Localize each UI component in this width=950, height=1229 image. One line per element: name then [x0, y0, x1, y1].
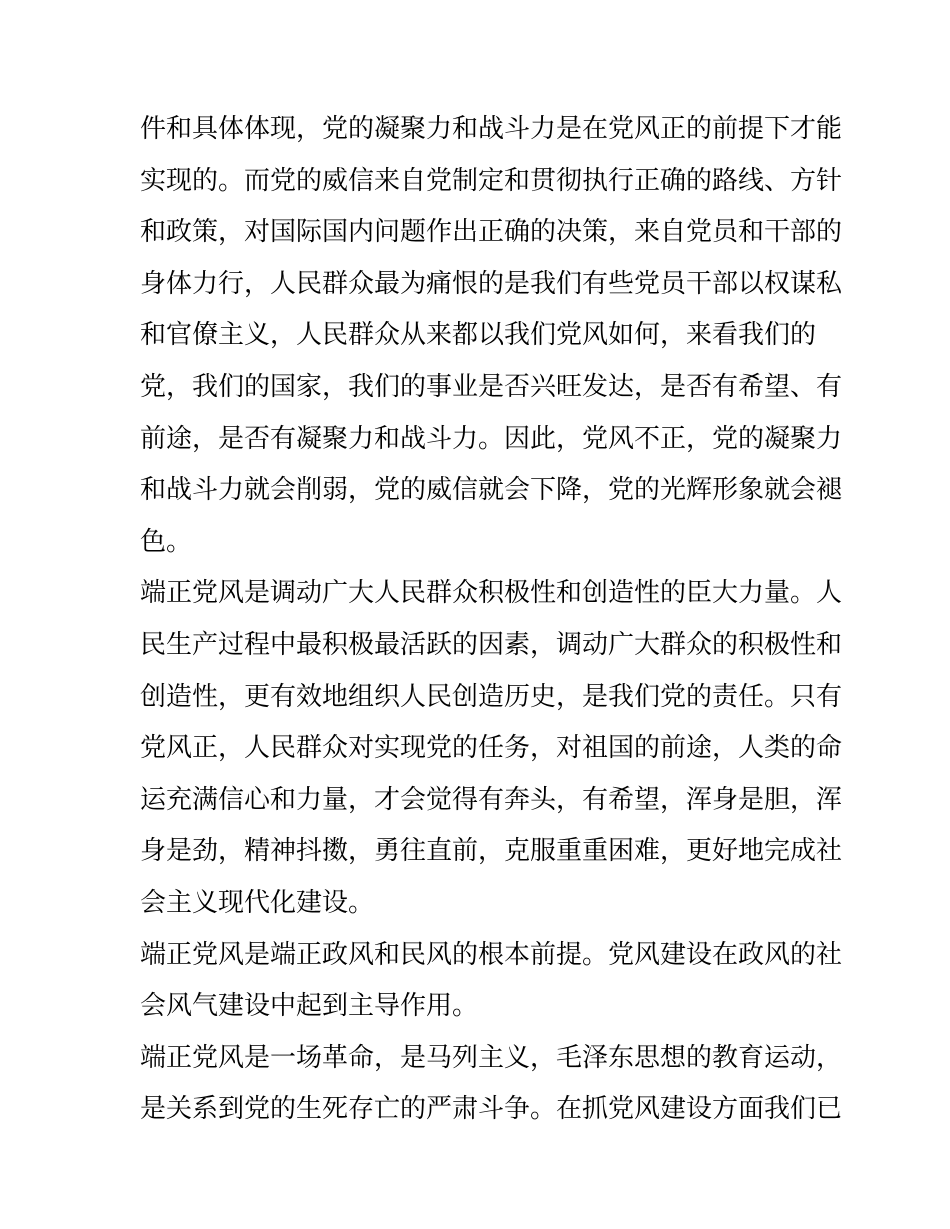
text-line: 和战斗力就会削弱，党的威信就会下降，党的光辉形象就会褪: [140, 475, 843, 506]
text-line: 党，我们的国家，我们的事业是否兴旺发达，是否有希望、有: [140, 371, 843, 402]
text-line: 民生产过程中最积极最活跃的因素，调动广大群众的积极性和: [140, 629, 843, 660]
text-line: 身是劲，精神抖擞，勇往直前，克服重重困难，更好地完成社: [140, 836, 843, 867]
text-line: 件和具体体现，党的凝聚力和战斗力是在党风正的前提下才能: [140, 114, 843, 144]
text-line: 身体力行，人民群众最为痛恨的是我们有些党员干部以权谋私: [140, 268, 843, 299]
text-line: 色。: [140, 526, 193, 557]
text-line: 是关系到党的生死存亡的严肃斗争。在抓党风建设方面我们已: [140, 1094, 843, 1125]
text-line: 端正党风是调动广大人民群众积极性和创造性的臣大力量。人: [140, 578, 843, 609]
text-line: 创造性，更有效地组织人民创造历史，是我们党的责任。只有: [140, 681, 843, 712]
text-line: 和政策，对国际国内问题作出正确的决策，来自党员和干部的: [140, 217, 843, 248]
text-line: 端正党风是一场革命，是马列主义，毛泽东思想的教育运动，: [140, 1042, 843, 1073]
text-line: 实现的。而党的威信来自党制定和贯彻执行正确的路线、方针: [140, 165, 843, 196]
body-text: [140, 104, 843, 1136]
text-line: 党风正，人民群众对实现党的任务，对祖国的前途，人类的命: [140, 733, 843, 764]
text-line: 运充满信心和力量，才会觉得有奔头，有希望，浑身是胆，浑: [140, 784, 843, 815]
text-line: 会风气建设中起到主导作用。: [140, 991, 479, 1022]
text-line: 端正党风是端正政风和民风的根本前提。党风建设在政风的社: [140, 939, 843, 970]
text-line: 前途，是否有凝聚力和战斗力。因此，党风不正，党的凝聚力: [140, 423, 843, 454]
text-line: 和官僚主义，人民群众从来都以我们党风如何，来看我们的: [140, 320, 817, 351]
text-line: 会主义现代化建设。: [140, 887, 375, 918]
